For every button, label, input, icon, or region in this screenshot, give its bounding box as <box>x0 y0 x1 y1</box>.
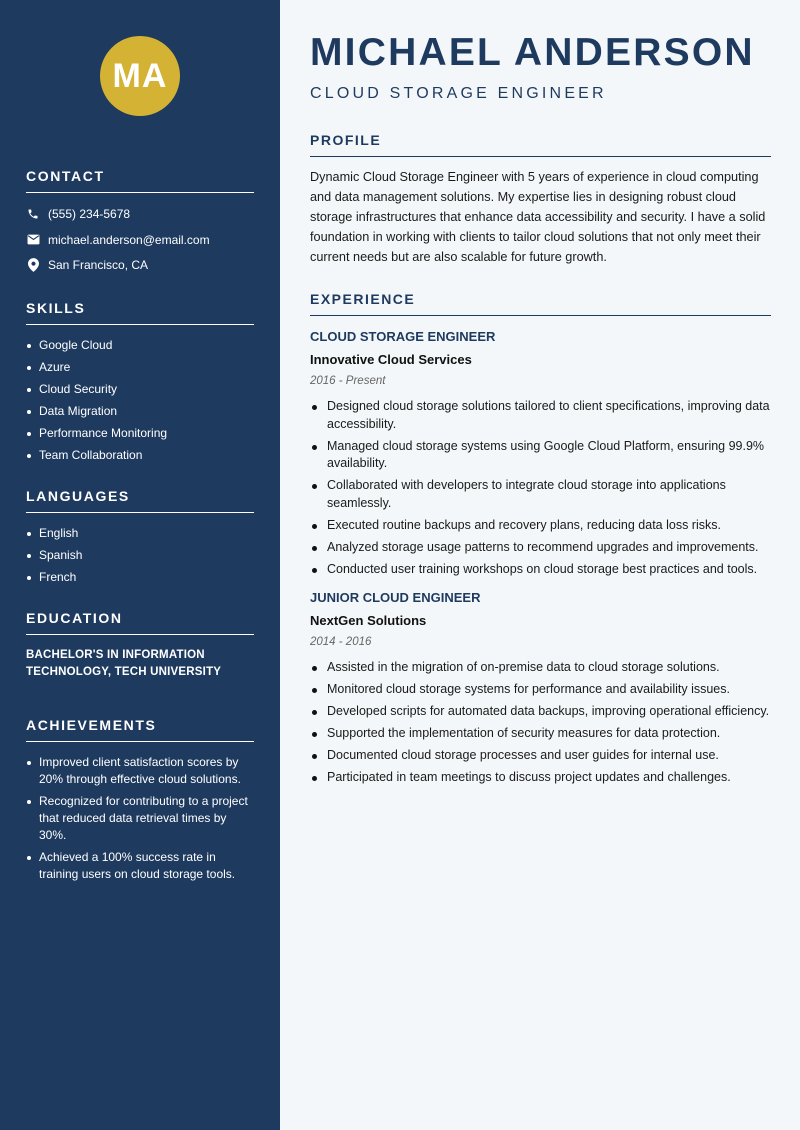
list-item: Monitored cloud storage systems for performance and availability issues. <box>310 681 771 699</box>
list-item: Collaborated with developers to integrate cloud storage into applications seamlessly. <box>310 477 771 512</box>
location-pin-icon <box>26 258 40 272</box>
experience-heading: EXPERIENCE <box>310 291 771 316</box>
education-section <box>26 610 254 681</box>
list-item: Recognized for contributing to a project that reduced data retrieval times by 30%. <box>26 793 254 844</box>
email-icon <box>26 233 40 247</box>
job-dates: 2014 - 2016 <box>310 635 372 648</box>
contact-heading: CONTACT <box>26 168 254 193</box>
languages-section <box>26 488 254 586</box>
avatar <box>100 36 180 116</box>
job-title: CLOUD STORAGE ENGINEER <box>310 329 496 344</box>
email-text: michael.anderson@email.com <box>48 232 210 247</box>
job-entry <box>310 589 771 787</box>
contact-section <box>26 168 254 274</box>
profile-heading: PROFILE <box>310 132 771 157</box>
list-item: Executed routine backups and recovery plans, reducing data loss risks. <box>310 517 771 535</box>
list-item: Analyzed storage usage patterns to recommend upgrades and improvements. <box>310 539 771 557</box>
list-item: Cloud Security <box>26 381 254 398</box>
job-dates: 2016 - Present <box>310 375 386 387</box>
achievements-list <box>26 754 254 883</box>
list-item: Azure <box>26 359 254 376</box>
profile-text: Dynamic Cloud Storage Engineer with 5 years of experience in cloud computing and data management solutions. My expertise lies in designing robust cloud storage infrastructures that enhance data accessibility and security. I have a solid foundation in working with clients to tailor cloud solutions that not only meet their current needs but are also scalable for future growth. <box>310 170 766 264</box>
phone-text: (555) 234-5678 <box>48 207 131 221</box>
list-item: Improved client satisfaction scores by 20% through effective cloud solutions. <box>26 754 254 788</box>
education-heading: EDUCATION <box>26 610 254 635</box>
duties-list <box>310 398 771 579</box>
skills-heading: SKILLS <box>26 300 254 325</box>
skills-list <box>26 337 254 464</box>
list-item: Designed cloud storage solutions tailored to client specifications, improving data accessibility. <box>310 398 771 433</box>
job-title: JUNIOR CLOUD ENGINEER <box>310 589 481 605</box>
sidebar <box>0 0 280 1130</box>
contact-list <box>26 205 254 274</box>
contact-phone <box>26 205 254 223</box>
list-item: Documented cloud storage processes and user guides for internal use. <box>310 747 771 765</box>
list-item: Team Collaboration <box>26 447 254 464</box>
main-content <box>310 30 771 791</box>
company-name: Innovative Cloud Services <box>310 352 472 367</box>
page-title: MICHAEL ANDERSON <box>310 31 755 74</box>
duties-list <box>310 659 771 787</box>
contact-email <box>26 231 254 249</box>
list-item: English <box>26 525 254 542</box>
list-item: Participated in team meetings to discuss project updates and challenges. <box>310 769 771 787</box>
job-role: CLOUD STORAGE ENGINEER <box>310 85 607 102</box>
list-item: Managed cloud storage systems using Google Cloud Platform, ensuring 99.9% availability. <box>310 438 771 473</box>
list-item: Developed scripts for automated data backups, improving operational efficiency. <box>310 703 771 721</box>
education-degree: BACHELOR'S IN INFORMATION TECHNOLOGY, TECH UNIVERSITY <box>26 649 222 678</box>
list-item: Conducted user training workshops on cloud storage best practices and tools. <box>310 561 771 579</box>
contact-location <box>26 256 254 274</box>
location-text: San Francisco, CA <box>48 258 149 272</box>
list-item: Achieved a 100% success rate in training users on cloud storage tools. <box>26 849 254 883</box>
list-item: Supported the implementation of security measures for data protection. <box>310 725 771 743</box>
languages-heading: LANGUAGES <box>26 488 254 513</box>
list-item: French <box>26 569 254 586</box>
skills-section <box>26 300 254 464</box>
phone-icon <box>26 207 40 221</box>
achievements-heading: ACHIEVEMENTS <box>26 717 254 742</box>
job-entry <box>310 328 771 579</box>
list-item: Performance Monitoring <box>26 425 254 442</box>
avatar-initials: MA <box>112 56 168 95</box>
languages-list <box>26 525 254 586</box>
list-item: Google Cloud <box>26 337 254 354</box>
list-item: Spanish <box>26 547 254 564</box>
list-item: Assisted in the migration of on-premise data to cloud storage solutions. <box>310 659 771 677</box>
experience-section <box>310 291 771 787</box>
profile-section <box>310 132 771 267</box>
achievements-section <box>26 717 254 883</box>
list-item: Data Migration <box>26 403 254 420</box>
company-name: NextGen Solutions <box>310 612 427 628</box>
